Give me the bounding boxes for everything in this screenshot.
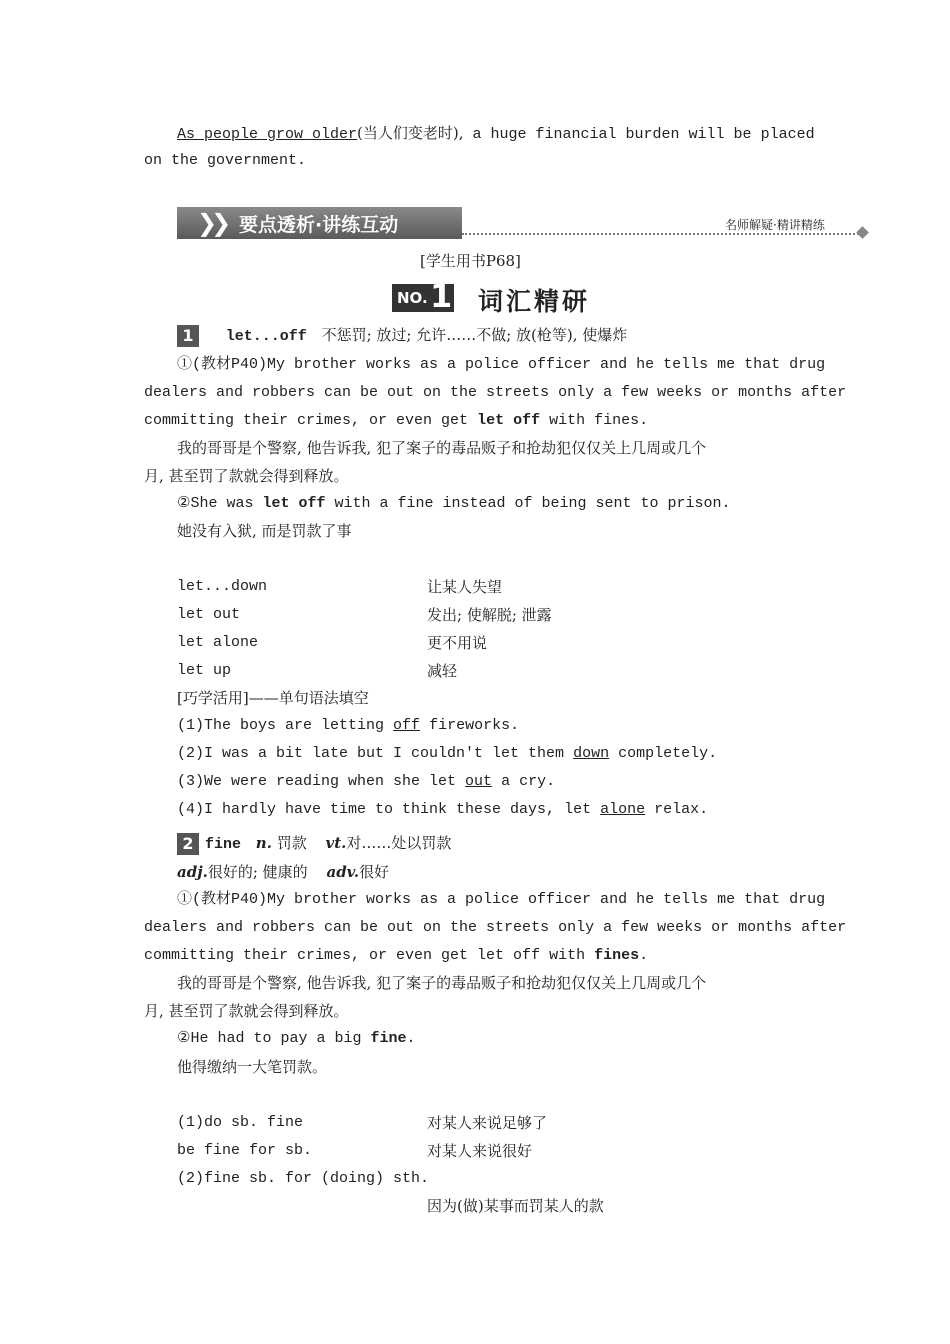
item2-example1-line3: committing their crimes, or even get let off with fines. <box>144 947 649 964</box>
item2-example2: ②He had to pay a big fine. <box>177 1030 416 1047</box>
practice-title: [巧学活用]——单句语法填空 <box>177 689 369 707</box>
practice-answer: out <box>465 773 493 790</box>
practice-item: (4)I hardly have time to think these days, let alone relax. <box>177 801 709 818</box>
intro-line-1 <box>177 123 839 145</box>
section-number: 1 <box>430 277 453 315</box>
item2-heading-line2: adj.很好的; 健康的 adv.很好 <box>177 863 390 881</box>
item2-example1-line2: dealers and robbers can be out on the streets only a few weeks or months after <box>144 919 847 936</box>
item2-phrase-row: (1)do sb. fine 对某人来说足够了 <box>177 1114 548 1132</box>
item2-number-badge: 2 <box>177 833 199 855</box>
item1-meaning: 不惩罚; 放过; 允许……不做; 放(枪等), 使爆炸 <box>321 326 628 344</box>
book-reference: [学生用书P68] <box>420 252 521 270</box>
practice-answer: down <box>573 745 610 762</box>
item2-phrase-row: be fine for sb. 对某人来说很好 <box>177 1142 533 1160</box>
item2-example1-line1: ①(教材P40)My brother works as a police officer and he tells me that drug <box>177 891 826 908</box>
item1-example2: ②She was let off with a fine instead of being sent to prison. <box>177 495 731 512</box>
item2-translation1-line2: 月, 甚至罚了款就会得到释放。 <box>144 1002 349 1020</box>
section-banner <box>177 207 867 239</box>
item1-example2-keyword: let off <box>262 495 326 512</box>
item1-example1-line1: ①(教材P40)My brother works as a police officer and he tells me that drug <box>177 356 826 373</box>
item1-phrase-row: let up 减轻 <box>177 662 458 680</box>
item1-example1-line3: committing their crimes, or even get let off with fines. <box>144 412 649 429</box>
item1-translation2: 她没有入狱, 而是罚款了事 <box>177 522 352 540</box>
item2-translation2: 他得缴纳一大笔罚款。 <box>177 1058 328 1076</box>
banner-title: 要点透析·讲练互动 <box>239 214 399 236</box>
chevron-double-icon: ❯❯ <box>197 209 226 237</box>
item1-example1-line2: dealers and robbers can be out on the streets only a few weeks or months after <box>144 384 847 401</box>
practice-answer: alone <box>600 801 646 818</box>
item1-phrase-row: let out 发出; 使解脱; 泄露 <box>177 606 552 624</box>
item1-translation1-line1: 我的哥哥是个警察, 他告诉我, 犯了案子的毒品贩子和抢劫犯仅仅关上几周或几个 <box>177 439 707 457</box>
item2-heading: 2 fine n. 罚款 vt.对……处以罚款 <box>177 833 839 855</box>
practice-item: (1)The boys are letting off fireworks. <box>177 717 520 734</box>
item1-heading <box>177 325 839 347</box>
item1-number-badge: 1 <box>177 325 199 347</box>
item1-example1-keyword: let off <box>477 412 541 429</box>
item2-headword: fine <box>205 836 242 853</box>
item1-phrase-row: let...down 让某人失望 <box>177 578 503 596</box>
practice-item: (2)I was a bit late but I couldn't let them down completely. <box>177 745 718 762</box>
intro-line-2: on the government. <box>144 152 307 169</box>
banner-divider <box>462 233 862 235</box>
banner-subtitle: 名师解疑·精讲精练 <box>725 218 825 232</box>
section-title: 词汇精研 <box>478 287 591 316</box>
item2-example2-keyword: fine <box>370 1030 407 1047</box>
practice-answer: off <box>393 717 421 734</box>
section-badge: NO. <box>392 284 454 312</box>
item1-phrase-row: let alone 更不用说 <box>177 634 488 652</box>
item2-phrase-row: (2)fine sb. for (doing) sth. <box>177 1170 430 1187</box>
intro-rest: a huge financial burden will be placed <box>463 126 815 143</box>
item1-headword: let...off <box>225 328 307 345</box>
item2-translation1-line1: 我的哥哥是个警察, 他告诉我, 犯了案子的毒品贩子和抢劫犯仅仅关上几周或几个 <box>177 974 707 992</box>
item1-translation1-line2: 月, 甚至罚了款就会得到释放。 <box>144 467 349 485</box>
item2-example1-keyword: fines <box>594 947 640 964</box>
diamond-icon <box>856 226 869 239</box>
intro-gloss: (当人们变老时), <box>357 124 464 142</box>
practice-item: (3)We were reading when she let out a cry. <box>177 773 556 790</box>
intro-phrase: As people grow older <box>177 126 358 143</box>
